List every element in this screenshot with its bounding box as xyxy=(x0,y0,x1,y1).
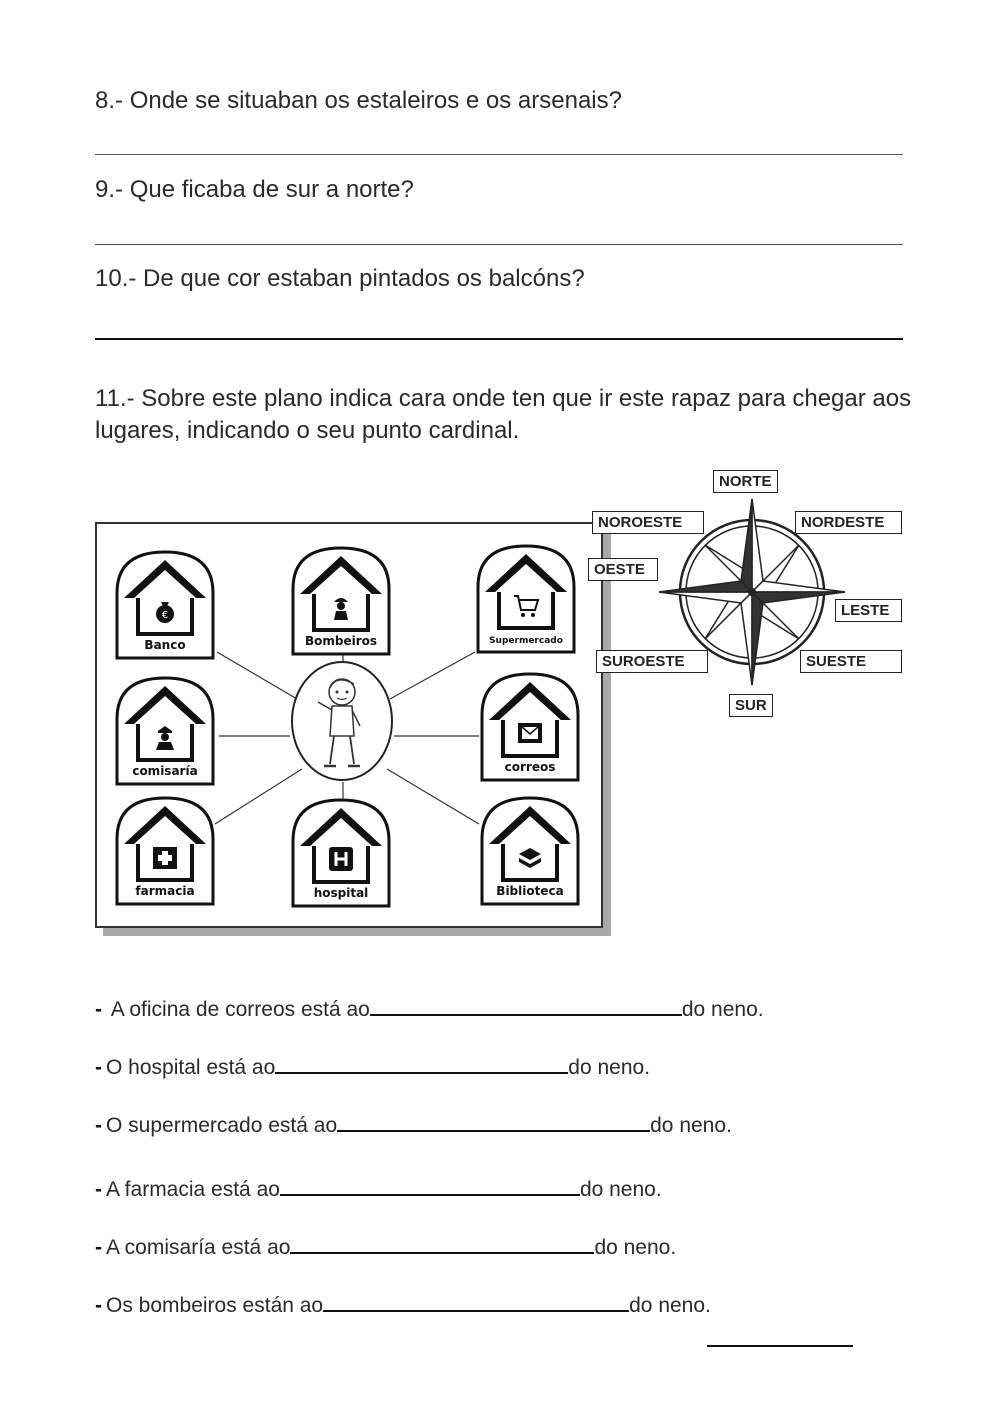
answer-bombeiros xyxy=(95,1290,711,1320)
hospital-h-icon xyxy=(326,844,356,874)
answer-blank[interactable] xyxy=(275,1052,568,1074)
extra-answer-line[interactable] xyxy=(707,1345,853,1347)
answer-farmacia xyxy=(95,1174,662,1204)
place-farmacia[interactable] xyxy=(114,794,216,906)
answer-blank[interactable] xyxy=(290,1232,594,1254)
place-label: comisaría xyxy=(132,764,198,778)
dash: - xyxy=(95,998,102,1021)
direction-norte: NORTE xyxy=(713,470,778,493)
answer-prefix: O supermercado está ao xyxy=(106,1114,338,1137)
dash: - xyxy=(95,1056,102,1079)
place-biblioteca[interactable] xyxy=(479,794,581,906)
answer-prefix: A farmacia está ao xyxy=(106,1178,280,1201)
place-label: Biblioteca xyxy=(496,884,564,898)
place-bombeiros[interactable] xyxy=(290,544,392,656)
answer-prefix: O hospital está ao xyxy=(106,1056,276,1079)
answer-supermercado xyxy=(95,1110,732,1140)
answer-blank[interactable] xyxy=(323,1290,629,1312)
place-banco[interactable] xyxy=(114,548,216,660)
direction-leste: LESTE xyxy=(835,599,902,622)
place-correos[interactable] xyxy=(479,670,581,782)
direction-oeste: OESTE xyxy=(588,558,658,581)
direction-sur: SUR xyxy=(729,694,773,717)
dash: - xyxy=(95,1236,102,1259)
svg-text:€: € xyxy=(161,610,169,621)
answer-correos xyxy=(95,994,764,1024)
answer-blank[interactable] xyxy=(280,1174,580,1196)
envelope-icon xyxy=(515,718,545,748)
question-text: Que ficaba de sur a norte? xyxy=(129,176,414,203)
answer-line-9[interactable] xyxy=(95,244,903,245)
answer-blank[interactable] xyxy=(370,994,682,1016)
question-text: Onde se situaban os estaleiros e os arsenais? xyxy=(129,87,622,114)
shopping-cart-icon xyxy=(511,590,541,620)
place-supermercado[interactable] xyxy=(475,542,577,654)
place-label: farmacia xyxy=(135,884,195,898)
firefighter-icon xyxy=(326,592,356,622)
medical-cross-icon xyxy=(150,842,180,872)
answer-suffix: do neno. xyxy=(568,1056,651,1079)
answer-suffix: do neno. xyxy=(594,1236,677,1259)
answer-suffix: do neno. xyxy=(681,998,764,1021)
place-label: Banco xyxy=(144,638,186,652)
question-8 xyxy=(95,85,622,117)
answer-blank[interactable] xyxy=(337,1110,650,1132)
place-label: Supermercado xyxy=(489,636,563,646)
dash: - xyxy=(95,1114,102,1137)
question-10 xyxy=(95,263,585,295)
answer-hospital xyxy=(95,1052,650,1082)
dash: - xyxy=(95,1294,102,1317)
answer-suffix: do neno. xyxy=(650,1114,732,1137)
question-11 xyxy=(95,383,915,447)
place-hospital[interactable] xyxy=(290,796,392,908)
answer-prefix: Os bombeiros están ao xyxy=(106,1294,324,1317)
money-bag-icon xyxy=(150,596,180,626)
place-label: hospital xyxy=(313,886,369,900)
question-text: Sobre este plano indica cara onde ten que ir este rapaz para chegar aos lugares, indicando o seu punto cardinal. xyxy=(95,385,912,444)
town-map xyxy=(95,522,603,928)
answer-line-10[interactable] xyxy=(95,338,903,340)
place-comisaria[interactable] xyxy=(114,674,216,786)
dash: - xyxy=(95,1178,102,1201)
question-number: 10.- xyxy=(95,265,137,292)
answer-prefix: A oficina de correos está ao xyxy=(110,998,370,1021)
direction-suroeste: SUROESTE xyxy=(596,650,708,673)
answer-comisaria xyxy=(95,1232,676,1262)
answer-line-8[interactable] xyxy=(95,154,903,155)
direction-sueste: SUESTE xyxy=(800,650,902,673)
place-label: Bombeiros xyxy=(304,634,378,648)
police-officer-icon xyxy=(150,722,180,752)
question-text: De que cor estaban pintados os balcóns? xyxy=(143,265,585,292)
question-number: 9.- xyxy=(95,176,124,203)
direction-nordeste: NORDESTE xyxy=(795,511,902,534)
answer-suffix: do neno. xyxy=(579,1178,662,1201)
answer-suffix: do neno. xyxy=(629,1294,711,1317)
direction-noroeste: NOROESTE xyxy=(592,511,704,534)
question-number: 8.- xyxy=(95,87,124,114)
question-number: 11.- xyxy=(95,385,135,412)
question-9 xyxy=(95,174,414,206)
place-label: correos xyxy=(504,760,556,774)
boy-figure xyxy=(290,660,394,782)
books-icon xyxy=(515,842,545,872)
answer-prefix: A comisaría está ao xyxy=(106,1236,291,1259)
